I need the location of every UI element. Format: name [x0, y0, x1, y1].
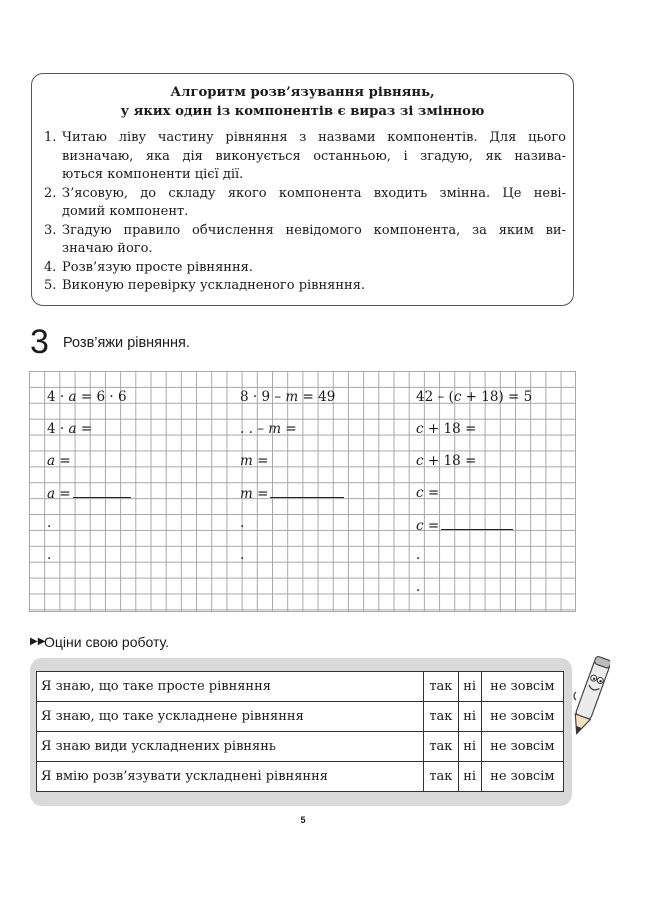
eq3-dot1: .: [416, 547, 421, 563]
step-number: 5.: [44, 278, 57, 293]
eq1-text: 4 · a = 6 · 6: [47, 389, 127, 405]
eq3-step2[interactable]: c + 18 =: [416, 453, 477, 469]
step-text-line: Згадую правило обчислення невідомого компонента, за яким ви-: [62, 222, 566, 238]
step-text-line: значаю його.: [62, 241, 153, 256]
assessment-option-yes[interactable]: так: [424, 672, 459, 702]
algorithm-box: [31, 73, 574, 306]
algorithm-step: [44, 222, 566, 259]
algorithm-step: [44, 259, 566, 278]
exercise-number: 3: [30, 323, 49, 361]
assessment-table: [36, 671, 564, 792]
step-number: 3.: [44, 222, 57, 238]
step-number: 1.: [44, 130, 57, 145]
eq1-step1[interactable]: 4 · a =: [47, 421, 93, 437]
assessment-label: Оціни свою роботу.: [44, 634, 170, 650]
eq2-dot1: .: [240, 515, 245, 531]
algorithm-step: [44, 129, 566, 185]
assessment-option-no[interactable]: ні: [458, 732, 481, 762]
assessment-row: [37, 702, 564, 732]
assessment-option-yes[interactable]: так: [424, 702, 459, 732]
step-text-line: Читаю ліву частину рівняння з назвами компонентів. Для цього: [62, 130, 566, 145]
eq2-step2[interactable]: m =: [240, 453, 269, 469]
eq2-equation: 8 · 9 – m = 49: [240, 389, 336, 405]
eq3-step1[interactable]: c + 18 =: [416, 421, 477, 437]
eq1-dot1: .: [47, 515, 52, 531]
step-number: 2.: [44, 185, 57, 201]
eq3-step3[interactable]: c =: [416, 485, 440, 501]
assessment-statement: Я знаю, що таке ускладнене рівняння: [37, 702, 424, 732]
assessment-option-no[interactable]: ні: [458, 702, 481, 732]
answer-line[interactable]: [73, 485, 131, 498]
eq1-dot2: .: [47, 547, 52, 563]
step-text-line: Розв’язую просте рівняння.: [62, 259, 253, 275]
eq1-step3[interactable]: a =: [47, 485, 131, 502]
assessment-option-yes[interactable]: так: [424, 732, 459, 762]
eq1-step2[interactable]: a =: [47, 453, 71, 469]
pencil-mascot-icon: [570, 652, 610, 742]
algorithm-step: [44, 185, 566, 222]
assessment-option-partly[interactable]: не зовсім: [481, 672, 563, 702]
algorithm-steps: [44, 129, 566, 296]
assessment-row: [37, 762, 564, 792]
assessment-statement: Я знаю, що таке просте рівняння: [37, 672, 424, 702]
algorithm-title-line1: Алгоритм розв’язування рівнянь,: [170, 85, 435, 100]
step-text-line: домий компонент.: [62, 204, 189, 219]
double-arrow-icon: ▶▶: [30, 636, 46, 647]
eq1-equation: [47, 389, 127, 405]
assessment-option-no[interactable]: ні: [458, 672, 481, 702]
exercise-title: Розв’яжи рівняння.: [63, 335, 190, 351]
algorithm-title-line2: у яких один із компонентів є вираз зі змінною: [120, 104, 485, 119]
answer-line[interactable]: [441, 517, 513, 530]
eq3-equation: 42 – (c + 18) = 5: [416, 389, 533, 405]
answer-line[interactable]: [270, 485, 344, 498]
assessment-statement: Я знаю види ускладнених рівнянь: [37, 732, 424, 762]
eq2-dot2: .: [240, 547, 245, 563]
squared-grid: [29, 371, 576, 612]
eq3-dot2: .: [416, 579, 421, 595]
step-text-line: З’ясовую, до складу якого компонента входить змінна. Це неві-: [62, 185, 566, 201]
eq3-step4[interactable]: c =: [416, 517, 513, 534]
step-text-line: ються компоненти цієї дії.: [62, 167, 244, 182]
eq2-step3[interactable]: m =: [240, 485, 344, 502]
algorithm-step: [44, 277, 566, 296]
step-text-line: Виконую перевірку ускладненого рівняння.: [62, 278, 366, 293]
assessment-option-partly[interactable]: не зовсім: [481, 702, 563, 732]
assessment-option-partly[interactable]: не зовсім: [481, 732, 563, 762]
assessment-row: [37, 672, 564, 702]
assessment-option-partly[interactable]: не зовсім: [481, 762, 563, 792]
eq2-step1[interactable]: . . – m =: [240, 421, 297, 437]
assessment-statement: Я вмію розв’язувати ускладнені рівняння: [37, 762, 424, 792]
step-number: 4.: [44, 259, 57, 275]
step-text-line: визначаю, яка дія виконується останньою, і згадую, як назива-: [62, 148, 566, 164]
assessment-option-no[interactable]: ні: [458, 762, 481, 792]
page-number: 5: [300, 815, 306, 825]
assessment-row: [37, 732, 564, 762]
assessment-option-yes[interactable]: так: [424, 762, 459, 792]
